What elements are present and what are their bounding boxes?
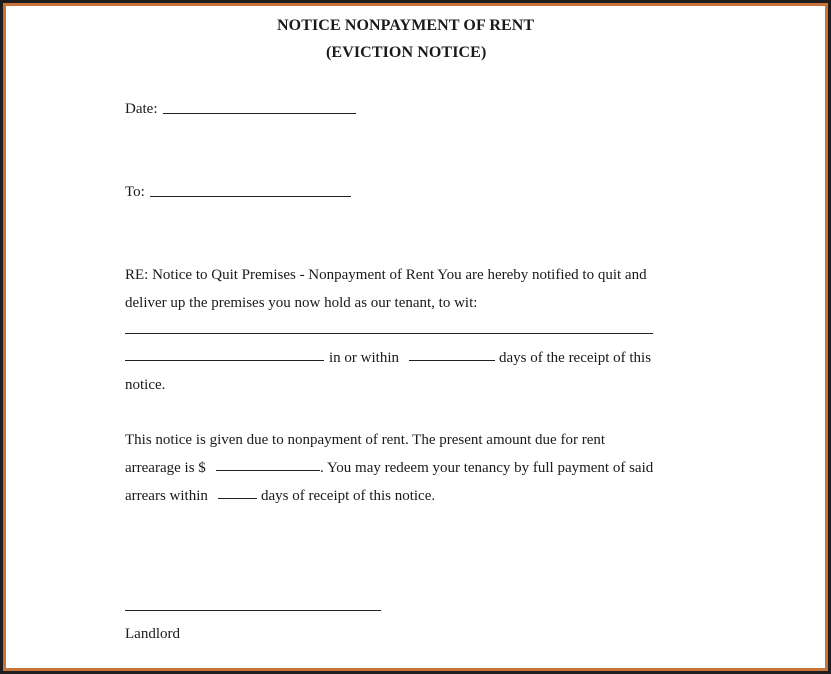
document-subtitle: (EVICTION NOTICE)	[326, 44, 487, 61]
to-field[interactable]	[150, 196, 351, 197]
days-receipt-text: days of the receipt of this	[499, 350, 652, 366]
notice-text: notice.	[125, 377, 166, 393]
date-field[interactable]	[163, 113, 356, 114]
document-title: NOTICE NONPAYMENT OF RENT	[277, 17, 535, 34]
re-line-2: deliver up the premises you now hold as our tenant, to wit:	[125, 295, 478, 311]
to-label: To:	[125, 184, 145, 200]
landlord-signature-line[interactable]	[125, 610, 381, 611]
days-receipt-notice-text: days of receipt of this notice.	[261, 488, 436, 504]
within-text: in or within	[329, 350, 399, 366]
amount-due-field[interactable]	[216, 470, 320, 471]
landlord-label: Landlord	[125, 626, 180, 642]
redeem-text: . You may redeem your tenancy by full payment of said	[320, 460, 654, 476]
date-label: Date:	[125, 101, 158, 117]
document-page	[6, 6, 825, 668]
premises-address-field-2[interactable]	[125, 360, 324, 361]
days-field[interactable]	[409, 360, 495, 361]
arrearage-text: arrearage is $	[125, 460, 206, 476]
re-line-1: RE: Notice to Quit Premises - Nonpayment of Rent You are hereby notified to quit and	[125, 267, 647, 283]
redeem-days-field[interactable]	[218, 498, 257, 499]
arrears-within-text: arrears within	[125, 488, 208, 504]
premises-address-field[interactable]	[125, 333, 653, 334]
reason-line-1: This notice is given due to nonpayment of rent. The present amount due for rent	[125, 432, 606, 448]
